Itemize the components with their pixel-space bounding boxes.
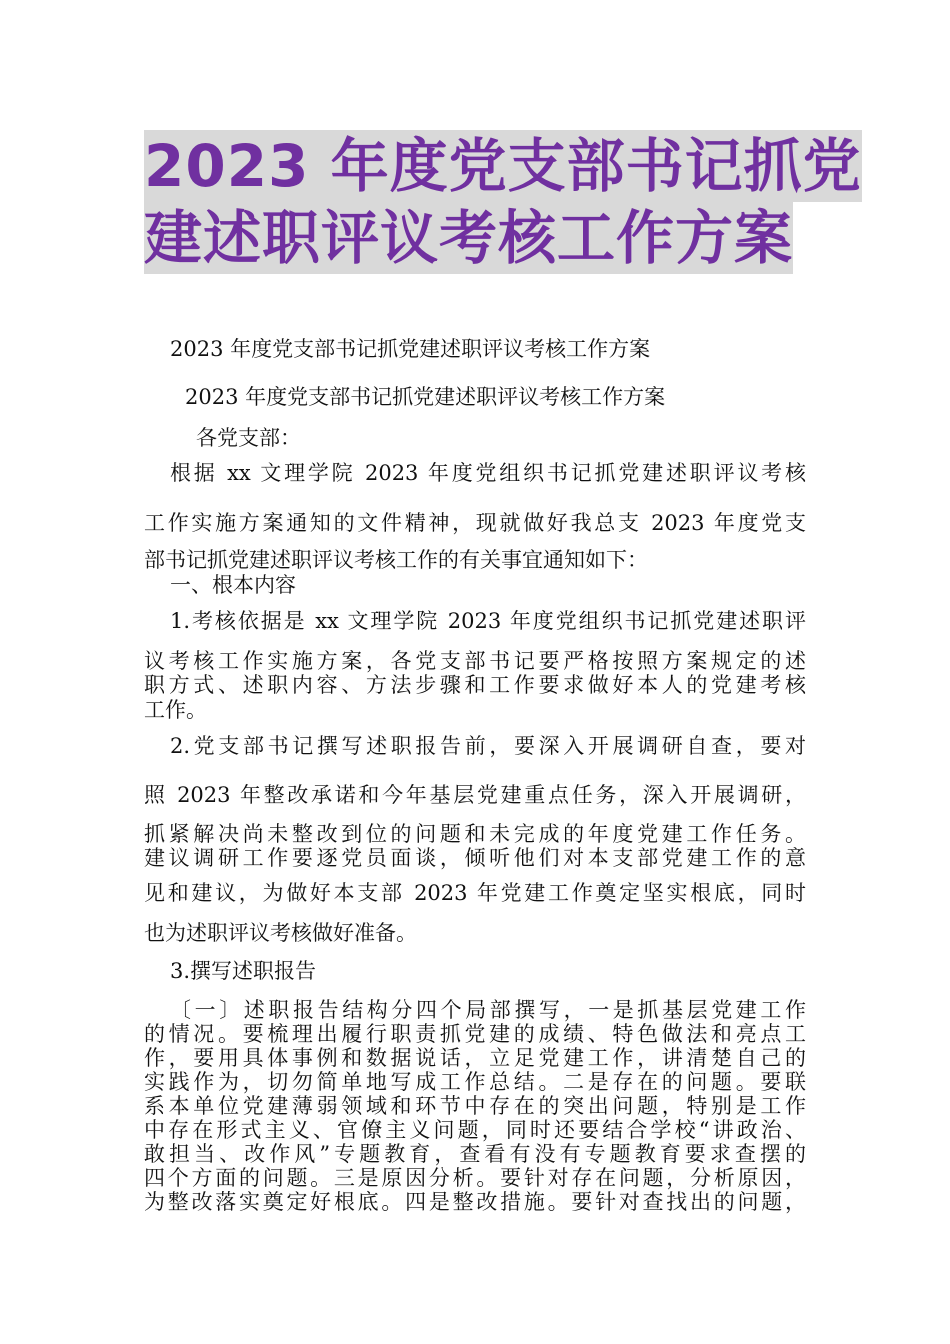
paragraph-line: 为整改落实奠定好根底。四是整改措施。要针对查找出的问题，	[144, 1190, 806, 1214]
item-1-line: 工作。	[144, 698, 207, 722]
item-1-line: 议考核工作实施方案，各党支部书记要严格按照方案规定的述	[144, 649, 806, 673]
paragraph-line: 作，要用具体事例和数据说话，立足党建工作，讲清楚自己的	[144, 1046, 806, 1070]
paragraph-line: 实践作为，切勿简单地写成工作总结。二是存在的问题。要联	[144, 1070, 806, 1094]
item-2-line: 建议调研工作要逐党员面谈，倾听他们对本支部党建工作的意	[144, 846, 806, 870]
doc-title-line-1: 2023 年度党支部书记抓党	[144, 132, 862, 200]
item-3-heading: 3.撰写述职报告	[170, 959, 317, 983]
paragraph-line: 系本单位党建薄弱领域和环节中存在的突出问题，特别是工作	[144, 1094, 806, 1118]
item-1-line: 职方式、述职内容、方法步骤和工作要求做好本人的党建考核	[144, 673, 806, 697]
item-2-line: 抓紧解决尚未整改到位的问题和未完成的年度党建工作任务。	[144, 822, 806, 846]
paragraph-line: 敢担当、改作风”专题教育，查看有没有专题教育要求查摆的	[144, 1142, 806, 1166]
heading-2: 2023 年度党支部书记抓党建述职评议考核工作方案	[185, 385, 666, 409]
item-2-line: 见和建议，为做好本支部 2023 年党建工作奠定坚实根底，同时	[144, 881, 806, 905]
item-2-line: 2.党支部书记撰写述职报告前，要深入开展调研自查，要对	[170, 734, 806, 758]
item-2-line: 也为述职评议考核做好准备。	[144, 921, 417, 945]
heading-1: 2023 年度党支部书记抓党建述职评议考核工作方案	[170, 337, 651, 361]
paragraph-line: 〔一〕述职报告结构分四个局部撰写，一是抓基层党建工作	[170, 998, 806, 1022]
salutation: 各党支部：	[196, 426, 301, 450]
intro-line: 部书记抓党建述职评议考核工作的有关事宜通知如下：	[144, 548, 648, 572]
section-1-heading: 一、根本内容	[170, 573, 296, 597]
item-2-line: 照 2023 年整改承诺和今年基层党建重点任务，深入开展调研，	[144, 783, 806, 807]
intro-line: 根据 xx 文理学院 2023 年度党组织书记抓党建述职评议考核	[170, 461, 806, 485]
doc-title-line-2: 建述职评议考核工作方案	[144, 204, 794, 272]
paragraph-line: 中存在形式主义、官僚主义问题，同时还要结合学校“讲政治、	[144, 1118, 806, 1142]
intro-line: 工作实施方案通知的文件精神，现就做好我总支 2023 年度党支	[144, 511, 806, 535]
paragraph-line: 四个方面的问题。三是原因分析。要针对存在问题，分析原因，	[144, 1166, 806, 1190]
item-1-line: 1.考核依据是 xx 文理学院 2023 年度党组织书记抓党建述职评	[170, 609, 806, 633]
paragraph-line: 的情况。要梳理出履行职责抓党建的成绩、特色做法和亮点工	[144, 1022, 806, 1046]
